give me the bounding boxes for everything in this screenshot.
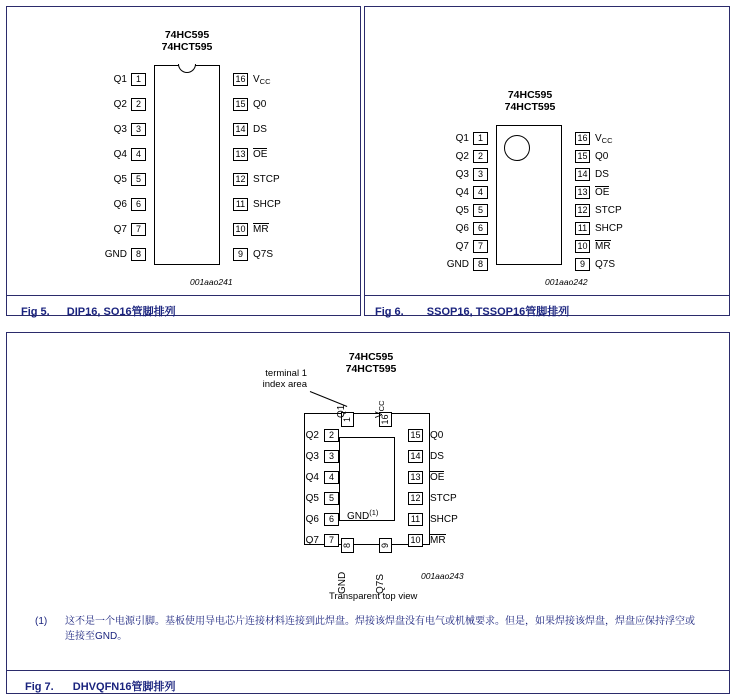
fig5-pin-num-10: 10 bbox=[233, 223, 248, 236]
fig7-terminal-note-line1: terminal 1 bbox=[265, 368, 307, 379]
fig7-pin-label-14: DS bbox=[430, 451, 444, 462]
fig6-title-line2: 74HCT595 bbox=[504, 101, 556, 113]
fig5-pin-num-9: 9 bbox=[233, 248, 248, 261]
fig7-thermal-pad bbox=[339, 437, 395, 521]
fig6-pin-num-10: 10 bbox=[575, 240, 590, 253]
fig5-pin-label-5: Q5 bbox=[113, 174, 127, 185]
fig5-package-body bbox=[154, 65, 220, 265]
fig5-pin-num-12: 12 bbox=[233, 173, 248, 186]
fig7-terminal-note-line2: index area bbox=[262, 379, 307, 390]
fig6-pin-num-9: 9 bbox=[575, 258, 590, 271]
fig5-caption bbox=[21, 303, 176, 319]
fig5-pin-label-11: SHCP bbox=[253, 199, 281, 210]
fig7-pin-num-6: 6 bbox=[324, 513, 339, 526]
fig5-title bbox=[117, 29, 257, 53]
fig7-center-label-text: GND bbox=[347, 511, 370, 522]
fig7-pin-label-6: Q6 bbox=[305, 514, 319, 525]
fig7-pin-label-10 bbox=[430, 535, 446, 547]
fig5-pin-label-8: GND bbox=[104, 249, 127, 260]
fig5-title-line2: 74HCT595 bbox=[161, 41, 213, 53]
fig7-pin-num-12: 12 bbox=[408, 492, 423, 505]
fig6-pin-label-3: Q3 bbox=[455, 169, 469, 180]
fig6-pin-num-4: 4 bbox=[473, 186, 488, 199]
fig5-pin-num-16: 16 bbox=[233, 73, 248, 86]
fig6-pin-label-1: Q1 bbox=[455, 133, 469, 144]
fig7-pin-num-5: 5 bbox=[324, 492, 339, 505]
fig6-pin-num-8: 8 bbox=[473, 258, 488, 271]
fig7-pin-label-15: Q0 bbox=[430, 430, 444, 441]
fig6-pin-num-5: 5 bbox=[473, 204, 488, 217]
fig6-pin-label-5: Q5 bbox=[455, 205, 469, 216]
fig7-footnote bbox=[35, 614, 703, 644]
fig7-pin-num-13: 13 bbox=[408, 471, 423, 484]
fig5-pin-num-14: 14 bbox=[233, 123, 248, 136]
fig7-pin-label-13-text: OE bbox=[430, 472, 445, 483]
fig6-pin-num-11: 11 bbox=[575, 222, 590, 235]
fig6-pin-label-12: STCP bbox=[595, 205, 622, 216]
fig7-caption-text: DHVQFN16管脚排列 bbox=[72, 681, 176, 693]
fig7-pin-num-16: 16 bbox=[379, 412, 392, 427]
fig5-pin-label-12: STCP bbox=[253, 174, 280, 185]
fig5-pin-num-7: 7 bbox=[131, 223, 146, 236]
fig6-pin-label-4: Q4 bbox=[455, 187, 469, 198]
fig7-pin-label-8-text: GND bbox=[337, 571, 348, 594]
fig6-pin-num-6: 6 bbox=[473, 222, 488, 235]
fig5-pin-num-2: 2 bbox=[131, 98, 146, 111]
fig6-title-line1: 74HC595 bbox=[507, 89, 553, 101]
fig6-pin-label-13-text: OE bbox=[595, 187, 610, 198]
fig7-pin-num-7: 7 bbox=[324, 534, 339, 547]
fig5-caption-number: Fig 5. bbox=[21, 306, 50, 318]
fig7-pin-num-15: 15 bbox=[408, 429, 423, 442]
fig5-pin-label-4: Q4 bbox=[113, 149, 127, 160]
fig7-pin-num-4: 4 bbox=[324, 471, 339, 484]
fig5-pin-num-6: 6 bbox=[131, 198, 146, 211]
fig6-caption-divider bbox=[365, 295, 729, 296]
fig7-pin-label-16: $V_{CC}$ bbox=[374, 400, 386, 418]
fig5-pin-label-1: Q1 bbox=[113, 74, 127, 85]
fig6-pin-label-14: DS bbox=[595, 169, 609, 180]
fig6-pin-label-2: Q2 bbox=[455, 151, 469, 162]
fig6-pin-label-13 bbox=[595, 187, 609, 199]
fig5-pin-label-15: Q0 bbox=[253, 99, 267, 110]
fig6-caption bbox=[375, 303, 569, 319]
fig6-caption-text: SSOP16, TSSOP16管脚排列 bbox=[426, 306, 570, 318]
figure-panel-fig5 bbox=[6, 6, 361, 316]
fig5-pin-num-11: 11 bbox=[233, 198, 248, 211]
fig7-pin-label-9-text: Q7S bbox=[375, 573, 386, 594]
fig7-pin-num-9: 9 bbox=[379, 538, 392, 553]
fig7-pin-label-4: Q4 bbox=[305, 472, 319, 483]
fig5-pin-label-14: DS bbox=[253, 124, 267, 135]
fig5-pin-num-8: 8 bbox=[131, 248, 146, 261]
fig7-pin-num-3: 3 bbox=[324, 450, 339, 463]
fig5-pin-label-3: Q3 bbox=[113, 124, 127, 135]
fig6-title bbox=[460, 89, 600, 113]
fig7-caption-divider bbox=[7, 670, 729, 671]
fig6-pin-label-16: $V_{CC}$ bbox=[595, 133, 613, 145]
fig6-pin-label-7: Q7 bbox=[455, 241, 469, 252]
fig7-title bbox=[301, 351, 441, 375]
fig7-footnote-number: (1) bbox=[35, 616, 48, 627]
fig7-pin-label-11: SHCP bbox=[430, 514, 458, 525]
fig5-pin-label-13 bbox=[253, 149, 267, 161]
fig6-pin-num-13: 13 bbox=[575, 186, 590, 199]
fig5-pin-label-10 bbox=[253, 224, 269, 236]
fig5-pin-num-4: 4 bbox=[131, 148, 146, 161]
fig6-drawing-code: 001aao242 bbox=[545, 277, 588, 287]
fig7-pin-label-3: Q3 bbox=[305, 451, 319, 462]
fig5-pin-label-7: Q7 bbox=[113, 224, 127, 235]
fig6-pin-num-2: 2 bbox=[473, 150, 488, 163]
fig6-pin-num-15: 15 bbox=[575, 150, 590, 163]
fig7-center-label bbox=[347, 508, 379, 523]
fig5-pin-label-9: Q7S bbox=[253, 249, 274, 260]
fig6-pin-num-12: 12 bbox=[575, 204, 590, 217]
fig6-pin-label-10 bbox=[595, 241, 611, 253]
fig5-pin-label-13-text: OE bbox=[253, 149, 268, 160]
fig7-view-caption: Transparent top view bbox=[329, 591, 418, 602]
fig7-pin-num-10: 10 bbox=[408, 534, 423, 547]
fig5-caption-text: DIP16, SO16管脚排列 bbox=[66, 306, 176, 318]
fig6-pin-label-15: Q0 bbox=[595, 151, 609, 162]
fig5-pin-num-1: 1 bbox=[131, 73, 146, 86]
fig5-pin-label-2: Q2 bbox=[113, 99, 127, 110]
fig6-pin-label-9: Q7S bbox=[595, 259, 616, 270]
fig5-pin-label-16: $V_{CC}$ bbox=[253, 74, 271, 86]
fig7-caption-number: Fig 7. bbox=[25, 681, 54, 693]
fig5-pin-num-5: 5 bbox=[131, 173, 146, 186]
fig7-title-line1: 74HC595 bbox=[348, 351, 394, 363]
fig7-pin-num-2: 2 bbox=[324, 429, 339, 442]
fig7-pin-label-10-text: MR bbox=[430, 535, 446, 546]
figure-panel-fig6 bbox=[364, 6, 730, 316]
fig6-pin-label-11: SHCP bbox=[595, 223, 623, 234]
fig6-pin-label-8: GND bbox=[446, 259, 469, 270]
fig7-pin-label-1 bbox=[336, 405, 347, 418]
fig7-pin-num-1: 1 bbox=[341, 412, 354, 427]
fig6-pin-num-14: 14 bbox=[575, 168, 590, 181]
fig5-pin-label-10-text: MR bbox=[253, 224, 269, 235]
fig7-pin-num-11: 11 bbox=[408, 513, 423, 526]
fig5-pin-num-13: 13 bbox=[233, 148, 248, 161]
fig7-pin-label-12: STCP bbox=[430, 493, 457, 504]
fig7-caption bbox=[25, 678, 175, 694]
fig7-footnote-text: 这不是一个电源引脚。基板使用导电芯片连接材料连接到此焊盘。焊接该焊盘没有电气或机械要求。但是，如果焊接该焊盘，焊盘应保持浮空或连接至GND。 bbox=[65, 616, 695, 642]
fig6-index-dot-icon bbox=[504, 135, 530, 161]
fig7-pin-label-2: Q2 bbox=[305, 430, 319, 441]
fig7-center-label-sup: (1) bbox=[369, 508, 379, 517]
fig5-title-line1: 74HC595 bbox=[164, 29, 210, 41]
fig6-pin-num-3: 3 bbox=[473, 168, 488, 181]
fig6-pin-num-1: 1 bbox=[473, 132, 488, 145]
fig6-caption-number: Fig 6. bbox=[375, 306, 404, 318]
fig6-pin-label-6: Q6 bbox=[455, 223, 469, 234]
fig6-pin-num-7: 7 bbox=[473, 240, 488, 253]
fig7-pin-num-8: 8 bbox=[341, 538, 354, 553]
fig5-pin-num-3: 3 bbox=[131, 123, 146, 136]
fig7-title-line2: 74HCT595 bbox=[345, 363, 397, 375]
fig6-pin-num-16: 16 bbox=[575, 132, 590, 145]
fig5-pin-num-15: 15 bbox=[233, 98, 248, 111]
fig7-terminal-index-note bbox=[197, 368, 307, 390]
figure-panel-fig7 bbox=[6, 332, 730, 694]
fig7-pin-num-14: 14 bbox=[408, 450, 423, 463]
fig5-caption-divider bbox=[7, 295, 360, 296]
fig5-drawing-code: 001aao241 bbox=[190, 277, 233, 287]
fig7-pin-label-13 bbox=[430, 472, 444, 484]
fig7-drawing-code: 001aao243 bbox=[421, 571, 464, 581]
fig7-pin-label-1-text: Q1 bbox=[336, 404, 347, 418]
fig6-pin-label-10-text: MR bbox=[595, 241, 611, 252]
fig7-pin-label-7: Q7 bbox=[305, 535, 319, 546]
fig7-pin-label-5: Q5 bbox=[305, 493, 319, 504]
fig5-pin-label-6: Q6 bbox=[113, 199, 127, 210]
